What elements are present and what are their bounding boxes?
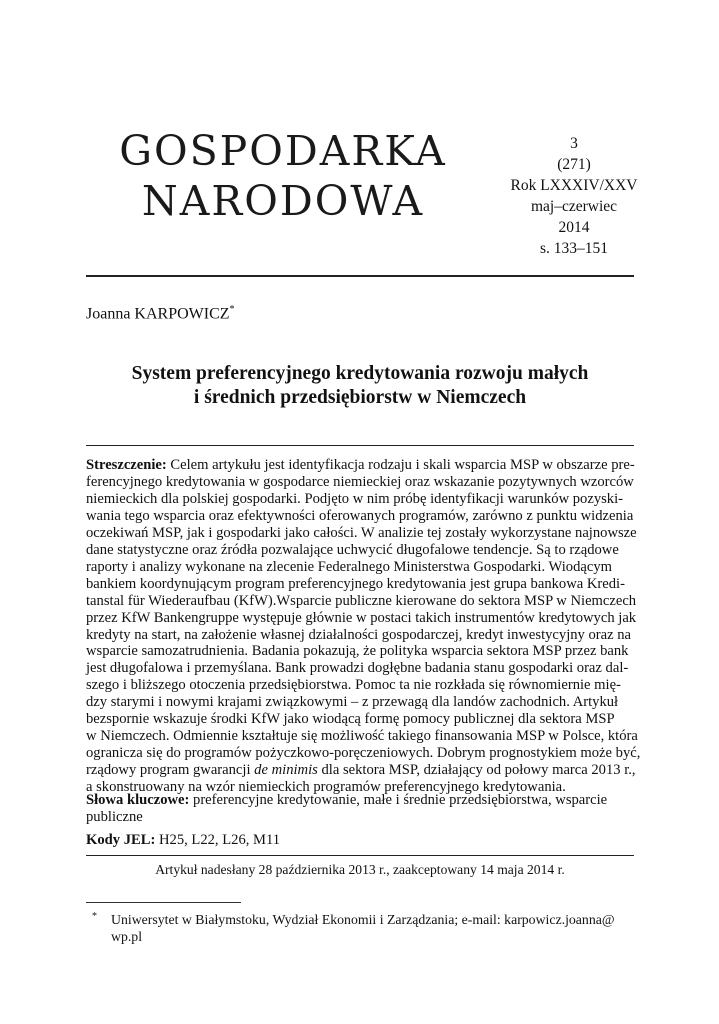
abstract-line-text: dla sektora MSP, działający od połowy marca 2013 r., — [317, 762, 636, 779]
journal-title-line-1: GOSPODARKA — [119, 127, 447, 175]
abstract-line: wsparcie samozatrudnienia. Badania pokazują, że polityka wsparcia sektora MSP przez bank — [86, 643, 629, 660]
abstract-line — [86, 762, 634, 779]
abstract — [86, 457, 641, 796]
abstract-top-divider — [86, 445, 634, 446]
journal-title-line-2: NARODOWA — [141, 177, 425, 225]
page-range: s. 133–151 — [539, 240, 609, 257]
abstract-line — [86, 457, 634, 474]
paper-title — [86, 362, 634, 410]
abstract-line: oczekiwań MSP, jak i gospodarki jako całości. W analizie tej zostały wykorzystane najnowsze — [86, 524, 637, 541]
abstract-italic-term: de minimis — [254, 762, 318, 779]
abstract-line: bankiem koordynującym program preferencyjnego kredytowania jest grupa bankowa Kredi- — [86, 575, 625, 592]
keywords-text: preferencyjne kredytowanie, małe i średnie przedsiębiorstwa, wsparcie — [189, 792, 608, 808]
author — [86, 300, 235, 324]
abstract-line: a skonstruowany na wzór niemieckich programów preferencyjnego kredytowania. — [86, 779, 566, 796]
journal-title — [86, 126, 480, 226]
issue-info — [505, 133, 643, 259]
abstract-line: dane statystyczne oraz źródła pozwalające uchwycić długofalowe tendencje. Są to rządowe — [86, 541, 619, 558]
paper-title-line-2: i średnich przedsiębiorstw w Niemczech — [193, 387, 527, 408]
abstract-line: szego i bliższego otoczenia przedsiębiorstwa. Pomoc ta nie rozkłada się równomiernie mię- — [86, 677, 621, 694]
abstract-line: kredyty na start, na założenie własnej działalności gospodarczej, kredyt inwestycyjny oraz na — [86, 626, 632, 643]
abstract-bottom-divider — [86, 855, 634, 856]
abstract-line: wania tego wsparcia oraz efektywności oferowanych programów, zarówno z punktu widzenia — [86, 507, 634, 524]
author-affiliation-footnote — [86, 911, 634, 945]
abstract-line: ferencyjnego kredytowania w gospodarce niemieckiej oraz wskazanie pozytywnych wzorców — [86, 473, 634, 490]
jel-label: Kody JEL: — [86, 832, 156, 848]
abstract-line: w Niemczech. Odmiennie kształtuje się możliwość takiego finansowania MSP w Polsce, która — [86, 728, 638, 745]
abstract-line: przez KfW Bankengruppe występuje głównie w postaci takich instrumentów kredytowych jak — [86, 609, 637, 626]
jel-codes — [86, 832, 280, 849]
issue-months: maj–czerwiec — [530, 198, 618, 215]
keywords-line: publiczne — [86, 809, 143, 825]
author-name: Joanna KARPOWICZ — [86, 305, 230, 323]
keywords — [86, 792, 634, 826]
keywords-line — [86, 792, 634, 809]
abstract-label: Streszczenie: — [86, 457, 167, 473]
footnote-line: wp.pl — [111, 929, 143, 944]
abstract-line: raporty i analizy wykonane na zlecenie Federalnego Ministerstwa Gospodarki. Wiodącym — [86, 558, 612, 575]
abstract-line: jest długofalowa i przemyślana. Bank prowadzi dogłębne badania stanu gospodarki oraz dal- — [86, 660, 629, 677]
abstract-line-text: Celem artykułu jest identyfikacja rodzaju i skali wsparcia MSP w obszarze pre- — [166, 457, 635, 473]
abstract-line-text: rządowy program gwarancji — [86, 762, 255, 779]
footnote-line: Uniwersytet w Białymstoku, Wydział Ekonomii i Zarządzania; e-mail: karpowicz.joanna@ — [111, 912, 615, 927]
abstract-line: niemieckich dla polskiej gospodarki. Podjęto w nim próbę identyfikacji warunków pozyski- — [86, 490, 624, 507]
abstract-line: dzy starymi i nowymi krajami związkowymi – z przewagą dla landów zachodnich. Artykuł — [86, 694, 619, 711]
volume: Rok LXXXIV/XXV — [510, 177, 638, 194]
paper-title-line-1: System preferencyjnego kredytowania rozwoju małych — [131, 363, 589, 384]
footnote-mark: * — [92, 911, 97, 922]
issue-year: 2014 — [558, 219, 590, 236]
abstract-line: tanstal für Wiederaufbau (KfW).Wsparcie publiczne kierowane do sektora MSP w Niemczech — [86, 592, 637, 609]
masthead-divider — [86, 275, 634, 277]
jel-values: H25, L22, L26, M11 — [155, 832, 281, 848]
abstract-line: bezspornie wskazuje środki KfW jako wiodącą formę pomocy publicznej dla sektora MSP — [86, 711, 615, 728]
issue-total-number: (271) — [557, 156, 591, 173]
author-footnote-mark: * — [229, 304, 235, 315]
keywords-label: Słowa kluczowe: — [86, 792, 190, 808]
abstract-line: ogranicza się do programów pożyczkowo-poręczeniowych. Dobrym prognostykiem może być, — [86, 745, 641, 762]
footnote-divider — [86, 902, 241, 903]
issue-number: 3 — [570, 135, 578, 152]
received-accepted-note: Artykuł nadesłany 28 października 2013 r., zaakceptowany 14 maja 2014 r. — [155, 862, 565, 877]
